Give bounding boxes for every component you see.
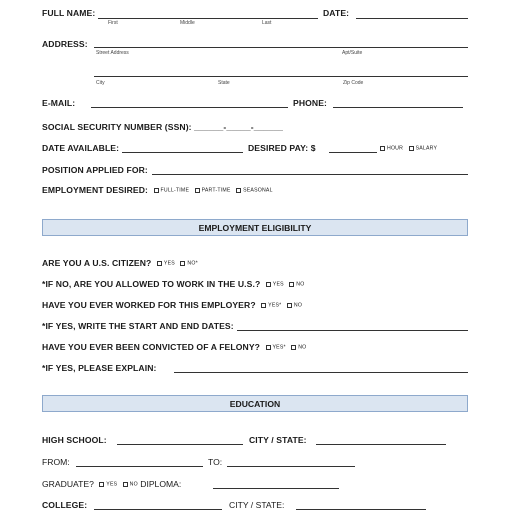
explain-field[interactable] <box>174 372 468 373</box>
city-hint: City <box>96 80 105 86</box>
college-field[interactable] <box>94 509 222 510</box>
street-address-hint: Street Address <box>96 50 129 56</box>
diploma-label: DIPLOMA: <box>140 479 182 489</box>
phone-label: PHONE: <box>293 98 328 108</box>
graduate-yes-label: YES <box>106 481 118 488</box>
felony-question-text: HAVE YOU EVER BEEN CONVICTED OF A FELONY? <box>42 342 261 352</box>
part-time-checkbox[interactable] <box>195 188 200 193</box>
worked-no-label: NO <box>293 302 303 309</box>
email-label: E-MAIL: <box>42 98 76 108</box>
apt-suite-hint: Apt/Suite <box>342 50 363 56</box>
zip-code-hint: Zip Code <box>343 80 364 86</box>
state-hint: State <box>218 80 230 86</box>
email-field[interactable] <box>91 107 288 108</box>
felony-no-checkbox[interactable] <box>291 345 296 350</box>
citizen-yes-label: YES <box>163 260 175 267</box>
from-field[interactable] <box>76 466 203 467</box>
full-time-label: FULL-TIME <box>160 187 190 194</box>
allowed-yes-checkbox[interactable] <box>266 282 271 287</box>
desired-pay-field[interactable] <box>329 152 377 153</box>
education-heading: EDUCATION <box>42 395 468 412</box>
last-name-hint: Last <box>262 20 272 26</box>
high-school-label: HIGH SCHOOL: <box>42 435 107 445</box>
explain-question: *IF YES, PLEASE EXPLAIN: <box>42 363 157 373</box>
felony-no-label: NO <box>298 344 307 351</box>
college-city-field[interactable] <box>296 509 426 510</box>
allowed-no-checkbox[interactable] <box>289 282 294 287</box>
to-label: TO: <box>208 457 223 467</box>
felony-yes-checkbox[interactable] <box>266 345 271 350</box>
felony-question <box>42 342 306 352</box>
felony-yes-label: YES* <box>272 344 286 351</box>
date-available-field[interactable] <box>122 152 243 153</box>
date-available-label: DATE AVAILABLE: <box>42 143 120 153</box>
address-label: ADDRESS: <box>42 39 88 49</box>
seasonal-label: SEASONAL <box>243 187 273 194</box>
hour-checkbox[interactable] <box>380 146 385 151</box>
high-school-city-label: CITY / STATE: <box>249 435 307 445</box>
position-field[interactable] <box>152 174 468 175</box>
salary-checkbox[interactable] <box>409 146 414 151</box>
college-city-label: CITY / STATE: <box>229 500 285 510</box>
worked-yes-label: YES* <box>268 302 282 309</box>
from-label: FROM: <box>42 457 70 467</box>
worked-question-text: HAVE YOU EVER WORKED FOR THIS EMPLOYER? <box>42 300 256 310</box>
salary-option-label: SALARY <box>415 145 438 152</box>
full-name-label: FULL NAME: <box>42 8 96 18</box>
college-label: COLLEGE: <box>42 500 88 510</box>
part-time-label: PART-TIME <box>201 187 231 194</box>
citizen-no-label: NO* <box>187 260 198 267</box>
desired-pay-label: DESIRED PAY: $ <box>248 143 316 153</box>
start-end-dates-field[interactable] <box>237 330 468 331</box>
graduate-row <box>42 479 181 489</box>
date-label: DATE: <box>323 8 350 18</box>
allowed-no-label: NO <box>296 281 305 288</box>
city-state-zip-field[interactable] <box>94 76 468 77</box>
worked-question <box>42 300 302 310</box>
citizen-yes-checkbox[interactable] <box>157 261 162 266</box>
middle-name-hint: Middle <box>180 20 195 26</box>
pay-type-options <box>377 143 437 153</box>
citizen-question-text: ARE YOU A U.S. CITIZEN? <box>42 258 152 268</box>
citizen-no-checkbox[interactable] <box>180 261 185 266</box>
street-address-field[interactable] <box>94 47 468 48</box>
allowed-question <box>42 279 304 289</box>
allowed-yes-label: YES <box>272 281 284 288</box>
allowed-question-text: *IF NO, ARE YOU ALLOWED TO WORK IN THE U.S.? <box>42 279 261 289</box>
position-label: POSITION APPLIED FOR: <box>42 165 148 175</box>
worked-yes-checkbox[interactable] <box>261 303 266 308</box>
diploma-field[interactable] <box>213 488 339 489</box>
employment-desired-label <box>42 185 273 195</box>
high-school-city-field[interactable] <box>316 444 446 445</box>
employment-desired-text: EMPLOYMENT DESIRED: <box>42 185 148 195</box>
full-time-checkbox[interactable] <box>154 188 159 193</box>
graduate-no-label: NO <box>129 481 138 488</box>
to-field[interactable] <box>227 466 355 467</box>
graduate-label: GRADUATE? <box>42 479 94 489</box>
seasonal-checkbox[interactable] <box>236 188 241 193</box>
citizen-question <box>42 258 198 268</box>
hour-option-label: HOUR <box>387 145 404 152</box>
worked-no-checkbox[interactable] <box>287 303 292 308</box>
phone-field[interactable] <box>333 107 463 108</box>
first-name-hint: First <box>108 20 118 26</box>
graduate-no-checkbox[interactable] <box>123 482 128 487</box>
full-name-field[interactable] <box>98 18 318 19</box>
employment-eligibility-heading: EMPLOYMENT ELIGIBILITY <box>42 219 468 236</box>
graduate-yes-checkbox[interactable] <box>99 482 104 487</box>
high-school-field[interactable] <box>117 444 243 445</box>
ssn-label[interactable]: SOCIAL SECURITY NUMBER (SSN): ______-_____-______ <box>42 122 284 132</box>
date-field[interactable] <box>356 18 468 19</box>
dates-question: *IF YES, WRITE THE START AND END DATES: <box>42 321 234 331</box>
